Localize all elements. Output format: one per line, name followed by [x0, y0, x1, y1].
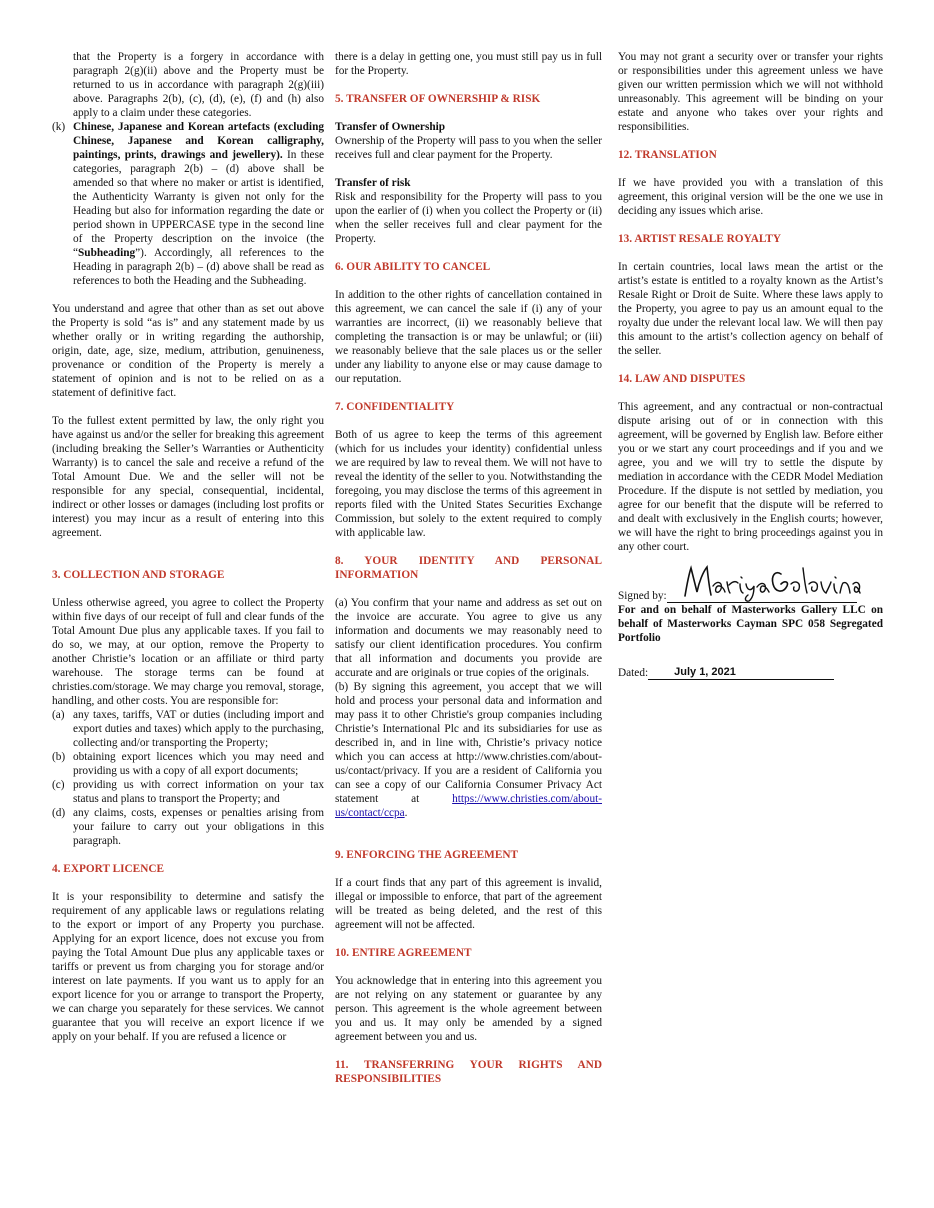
column-right: [618, 50, 883, 680]
ccpa-link[interactable]: https://www.christies.com/about-us/contact/ccpa: [335, 793, 602, 819]
paragraph-continuation: You may not grant a security over or transfer your rights or responsibilities under this agreement unless we have given our written permission which we will not withhold unreasonably. This agreement will be binding on your estate and anyone who takes over your rights and responsibilities.: [618, 51, 883, 133]
artefacts-heading: Chinese, Japanese and Korean artefacts (excluding Chinese, Japanese and Korean calligraphy, paintings, prints, drawings and jewellery).: [73, 121, 324, 161]
paragraph-confidentiality: Both of us agree to keep the terms of this agreement (which for us includes your identity) confidential unless we are required by law to reveal them. We will not have to reveal the identity of the seller to you. Notwithstanding the foregoing, you may disclose the terms of this agreement in reports filed with the United States Securities Exchange Commission, but solely to the extent required to comply with applicable law.: [335, 429, 602, 539]
paragraph-ownership: Ownership of the Property will pass to you when the seller receives full and clear payment for the Property.: [335, 135, 602, 161]
heading-ability-to-cancel: 6. OUR ABILITY TO CANCEL: [335, 261, 491, 273]
signature-block: [618, 588, 883, 680]
list-item: (c) providing us with correct information on your tax status and plans to transport the Property; and: [52, 779, 324, 805]
signature-field: [667, 588, 857, 603]
paragraph-export-licence: It is your responsibility to determine and satisfy the requirement of any applicable laws or regulations relating to the export or import of any Property you purchase. Applying for an export licence, does not excuse you from paying the Total Amount Due plus any applicable taxes or tariffs or prevent us from charging you for storage and/or interest on late payments. If you want us to apply for an export licence for you or arrange to transport the Property, we can charge you separately for these services. We cannot guarantee that you will receive an export licence if we apply on your behalf. If you are refused a licence or: [52, 891, 324, 1043]
heading-enforcing: 9. ENFORCING THE AGREEMENT: [335, 849, 519, 861]
paragraph-as-is: You understand and agree that other than as set out above the Property is sold “as is” and any statement made by us whether orally or in writing regarding the authorship, origin, date, age, size, medium, attribution, genuineness, provenance or condition of the Property is merely a statement of opinion and is not to be relied on as a statement of definitive fact.: [52, 303, 324, 399]
heading-collection-storage: 3. COLLECTION AND STORAGE: [52, 569, 225, 581]
heading-confidentiality: 7. CONFIDENTIALITY: [335, 401, 455, 413]
column-middle: there is a delay in getting one, you must still pay us in full for the Property. 5. TRANSFER OF OWNERSHIP & RISK Transfer of Ownership Ownership of the Property will pass to you when the seller receives full and clear payment for the Property. Transfer of risk Risk and responsibility for the Property will pass to you upon the earlier of (i) when you collect the Property or (ii) when the seller receives full and clear payment for the Property. 6. OUR ABILITY TO CANCEL In addition to the other rights of cancellation contained in this agreement, we can cancel the sale if (i) any of your warranties are incorrect, (ii) we reasonably believe that completing the transaction is or may be unlawful; or (iii) we reasonably believe that the sale places us or the seller under any liability to anyone else or may cause damage to our reputation. 7. CONFIDENTIALITY Both of us agree to keep the terms of this agreement (which for us includes your identity) confidential unless we are required by law to reveal them. We will not have to reveal the identity of the seller to you. Notwithstanding the foregoing, you may disclose the terms of this agreement in reports filed with the United States Securities Exchange Commission, but solely to the extent required to comply with applicable law. 8. YOUR IDENTITY AND PERSONAL INFORMATION (a) You confirm that your name and address as set out on the invoice are accurate. You agree to give us any information and documents we may reasonably need to satisfy our client identification procedures. You confirm that all information and documents you provide are accurate and are originals or true copies of the originals. (b) By signing this agreement, you accept that we will hold and process your personal data and information and may pass it to other Christie's group companies including Christie’s International Plc and its subsidiaries for use as described in, and in line with, Christie’s privacy notice which you can access at http://www.christies.com/about-us/contact/privacy. If you are a resident of California you can see a copy of our California Consumer Privacy Act statement at https://www.christies.com/about-us/contact/ccpa. 9. ENFORCING THE AGREEMENT If a court finds that any part of this agreement is invalid, illegal or impossible to enforce, that part of the agreement will be treated as being deleted, and the rest of this agreement will not be affected. 10. ENTIRE AGREEMENT You acknowledge that in entering into this agreement you are not relying on any statement or guarantee by any person. This agreement is the whole agreement between you and us. It may only be amended by a signed agreement between you and us. 11. TRANSFERRING YOUR RIGHTS AND RESPONSIBILITIES: [335, 51, 602, 1085]
dated-value: July 1, 2021: [648, 665, 834, 680]
paragraph-identity-a: (a) You confirm that your name and address as set out on the invoice are accurate. You agree to give us any information and documents we may reasonably need to satisfy our client identification procedures. You confirm that all information and documents you provide are accurate and are originals or true copies of the originals.: [335, 597, 602, 679]
heading-entire-agreement: 10. ENTIRE AGREEMENT: [335, 947, 472, 959]
on-behalf-of-text: For and on behalf of Masterworks Gallery LLC on behalf of Masterworks Cayman SPC 058 Segregated Portfolio: [618, 604, 883, 644]
paragraph-fullest-extent: To the fullest extent permitted by law, the only right you have against us and/or the seller for breaking this agreement (including breaking the Seller’s Warranties or Authenticity Warranty) is to cancel the sale and receive a refund of the Total Amount Due. We and the seller will not be responsible for any special, consequential, incidental, indirect or other losses or damages (including lost profits or interest) you may incur as a result of entering into this agreement.: [52, 415, 324, 539]
subheading-transfer-ownership: Transfer of Ownership: [335, 121, 446, 133]
paragraph-law-disputes: This agreement, and any contractual or non-contractual dispute arising out of or in connection with this agreement, will be governed by English law. Before either you or we start any court proceedings and if you and we agree, you and we will try to settle the dispute by mediation in accordance with the CEDR Model Mediation Procedure. If the dispute is not settled by mediation, you agree for our benefit that the dispute will be referred to and dealt with exclusively in the English courts; however, we will have the right to bring proceedings against you in any other court.: [618, 401, 883, 553]
responsibilities-list: [52, 708, 324, 848]
paragraph-risk: Risk and responsibility for the Property will pass to you upon the earlier of (i) when you collect the Property or (ii) when the seller receives full and clear payment for the Property.: [335, 191, 602, 245]
list-item: (b) obtaining export licences which you may need and providing us with a copy of all export documents;: [52, 751, 324, 777]
artefacts-text-2: ”). Accordingly, all references to the Heading in paragraph 2(b) – (d) above shall be read as references to both the Heading and the Subheading.: [73, 247, 324, 287]
dated-line: [618, 665, 883, 680]
paragraph-continuation: there is a delay in getting one, you must still pay us in full for the Property.: [335, 51, 602, 77]
heading-transferring-rights: 11. TRANSFERRING YOUR RIGHTS AND RESPONSIBILITIES: [335, 1059, 602, 1085]
artefacts-text-1: In these categories, paragraph 2(b) – (d) above shall be amended so that where no maker or artist is identified, the Authenticity Warranty is given not only for the Heading but also for information regarding the date or period shown in UPPERCASE type in the second line of the Property description on the invoice (the “: [73, 149, 324, 259]
handwritten-signature: [681, 562, 861, 602]
paragraph-collection: Unless otherwise agreed, you agree to collect the Property within five days of our receipt of full and clear funds of the Total Amount Due plus any applicable taxes. If you fail to do so, we may, at our option, remove the Property to another Christie’s location or an affiliate or third party warehouse. The storage terms can be found at christies.com/storage. We may charge you removal, storage, handling, and other costs. You are responsible for:: [52, 597, 324, 707]
list-item: (d) any claims, costs, expenses or penalties arising from your failure to carry out your obligations in this paragraph.: [52, 807, 324, 847]
paragraph-cancel: In addition to the other rights of cancellation contained in this agreement, we can cancel the sale if (i) any of your warranties are incorrect, (ii) we reasonably believe that completing the transaction is or may be unlawful; or (iii) we reasonably believe that the sale places us or the seller under any liability to anyone else or may cause damage to our reputation.: [335, 289, 602, 385]
paragraph-artist-resale: In certain countries, local laws mean the artist or the artist’s estate is entitled to a royalty known as the Artist’s Resale Right or Droit de Suite. Where these laws apply to the Property, you agree to pay us an amount equal to the royalty due under the relevant local law. We will then pay this amount to the artist’s collection agency on behalf of the seller.: [618, 261, 883, 357]
paragraph-j-continuation: that the Property is a forgery in accordance with paragraph 2(g)(ii) above and the Property must be returned to us in accordance with paragraph 2(g)(iii) above. Paragraphs 2(b), (c), (d), (e), (f) and (h) also apply to a claim under these categories.: [73, 51, 324, 119]
heading-law-disputes: 14. LAW AND DISPUTES: [618, 373, 746, 385]
list-item-k: [52, 120, 324, 288]
heading-translation: 12. TRANSLATION: [618, 149, 717, 161]
signed-by-label: Signed by:: [618, 590, 667, 602]
subheading-transfer-risk: Transfer of risk: [335, 177, 411, 189]
column-left: [52, 50, 324, 1044]
paragraph-identity-b: (b) By signing this agreement, you accept that we will hold and process your personal data and information and may pass it to other Christie's group companies including Christie’s International Plc and its subsidiaries for use as described in, and in line with, Christie’s privacy notice which you can access at http://www.christies.com/about-us/contact/privacy. If you are a resident of California you can see a copy of our California Consumer Privacy Act statement at: [335, 681, 602, 805]
paragraph-translation: If we have provided you with a translation of this agreement, this original version will be the one we use in deciding any issues which arise.: [618, 177, 883, 217]
heading-identity-personal-info: 8. YOUR IDENTITY AND PERSONAL INFORMATION: [335, 555, 602, 581]
heading-export-licence: 4. EXPORT LICENCE: [52, 863, 165, 875]
list-item: (a) any taxes, tariffs, VAT or duties (including import and export duties and taxes) which apply to the purchasing, collecting and/or transporting the Property;: [52, 709, 324, 749]
paragraph-enforcing: If a court finds that any part of this agreement is invalid, illegal or impossible to enforce, that part of the agreement will be treated as being deleted, and the rest of this agreement will not be affected.: [335, 877, 602, 931]
signed-by-line: [618, 588, 883, 603]
subheading-term: Subheading: [78, 247, 136, 259]
heading-artist-resale-royalty: 13. ARTIST RESALE ROYALTY: [618, 233, 782, 245]
paragraph-entire-agreement: You acknowledge that in entering into this agreement you are not relying on any statement or guarantee by any person. This agreement is the whole agreement between you and us. It may only be amended by a signed agreement between you and us.: [335, 975, 602, 1043]
dated-label: Dated:: [618, 667, 649, 679]
heading-transfer-ownership-risk: 5. TRANSFER OF OWNERSHIP & RISK: [335, 93, 541, 105]
list-marker: (k): [52, 121, 66, 133]
